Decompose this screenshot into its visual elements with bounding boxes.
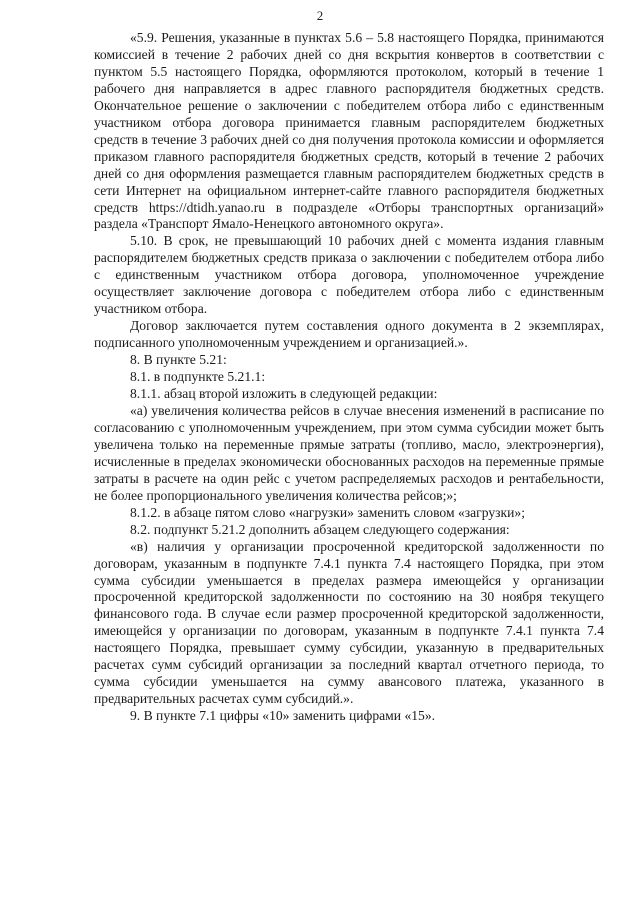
paragraph-item-8-1: 8.1. в подпункте 5.21.1: — [130, 369, 266, 385]
paragraph-item-8: 8. В пункте 5.21: — [130, 352, 227, 368]
paragraph-item-v: «в) наличия у организации просроченной кредиторской задолженности по договорам, указанным в подпункте 7.4.1 пункта 7.4 настоящего Порядка, при этом сумма субсидии уменьшается в пределах размера имеющейся у организации просроченной кредиторской задолженности по состоянию на 30 ноября текущего финансового года. В случае если размер просроченной кредиторской задолженности, имеющейся у организации по договорам, указанным в подпункте 7.4.1 пункта 7.4 настоящего Порядка, превышает сумму субсидии, указанную в предварительных расчетах сумм субсидий организации за последний квартал отчетного периода, то сумма субсидии уменьшается на сумму авансового платежа, указанного в предварительных расчетах сумм субсидий.». — [94, 538, 604, 707]
paragraph-5-9: «5.9. Решения, указанные в пунктах 5.6 – 5.8 настоящего Порядка, принимаются комиссией в течение 2 рабочих дней со дня вскрытия конвертов в соответствии с пунктом 5.5 настоящего Порядка, оформляются протоколом, который в течение 1 рабочего дня направляется в адрес главного распорядителя бюджетных средств. Окончательное решение о заключении с победителем отбора либо с единственным участником отбора договора принимается главным распорядителем бюджетных средств в течение 3 рабочих дней со дня получения протокола комиссии и оформляется приказом главного распорядителя бюджетных средств, который в течение 2 рабочих дней со дня оформления размещается главным распорядителем бюджетных средств в сети Интернет на официальном интернет-сайте главного распорядителя бюджетных средств https://dtidh.yanao.ru в подразделе «Отборы транспортных организаций» раздела «Транспорт Ямало-Ненецкого автономного округа». — [94, 30, 604, 232]
paragraph-item-a: «а) увеличения количества рейсов в случае внесения изменений в расписание по согласованию с уполномоченным учреждением, при этом сумма субсидии может быть увеличена только на переменные прямые затраты (топливо, масло, электроэнергия), исчисленные в пределах экономически обоснованных расходов на переменные прямые затраты в расчете на один рейс с учетом распределяемых расходов и рентабельности, не более пропорционального увеличения количества рейсов;»; — [94, 402, 604, 503]
paragraph-item-8-1-1: 8.1.1. абзац второй изложить в следующей редакции: — [130, 386, 438, 402]
paragraph-contract: Договор заключается путем составления одного документа в 2 экземплярах, подписанного уполномоченным учреждением и организацией.». — [94, 318, 604, 351]
paragraph-item-9: 9. В пункте 7.1 цифры «10» заменить цифрами «15». — [130, 708, 436, 724]
document-body — [94, 30, 604, 725]
paragraph-5-10: 5.10. В срок, не превышающий 10 рабочих дней с момента издания главным распорядителем бюджетных средств приказа о заключении с победителем отбора либо с единственным участником отбора договора, уполномоченное учреждение осуществляет заключение договора с победителем отбора либо с единственным участником отбора. — [94, 233, 604, 317]
paragraph-item-8-2: 8.2. подпункт 5.21.2 дополнить абзацем следующего содержания: — [130, 521, 510, 537]
paragraph-item-8-1-2: 8.1.2. в абзаце пятом слово «нагрузки» заменить словом «загрузки»; — [130, 504, 525, 520]
page-number: 2 — [316, 8, 324, 23]
